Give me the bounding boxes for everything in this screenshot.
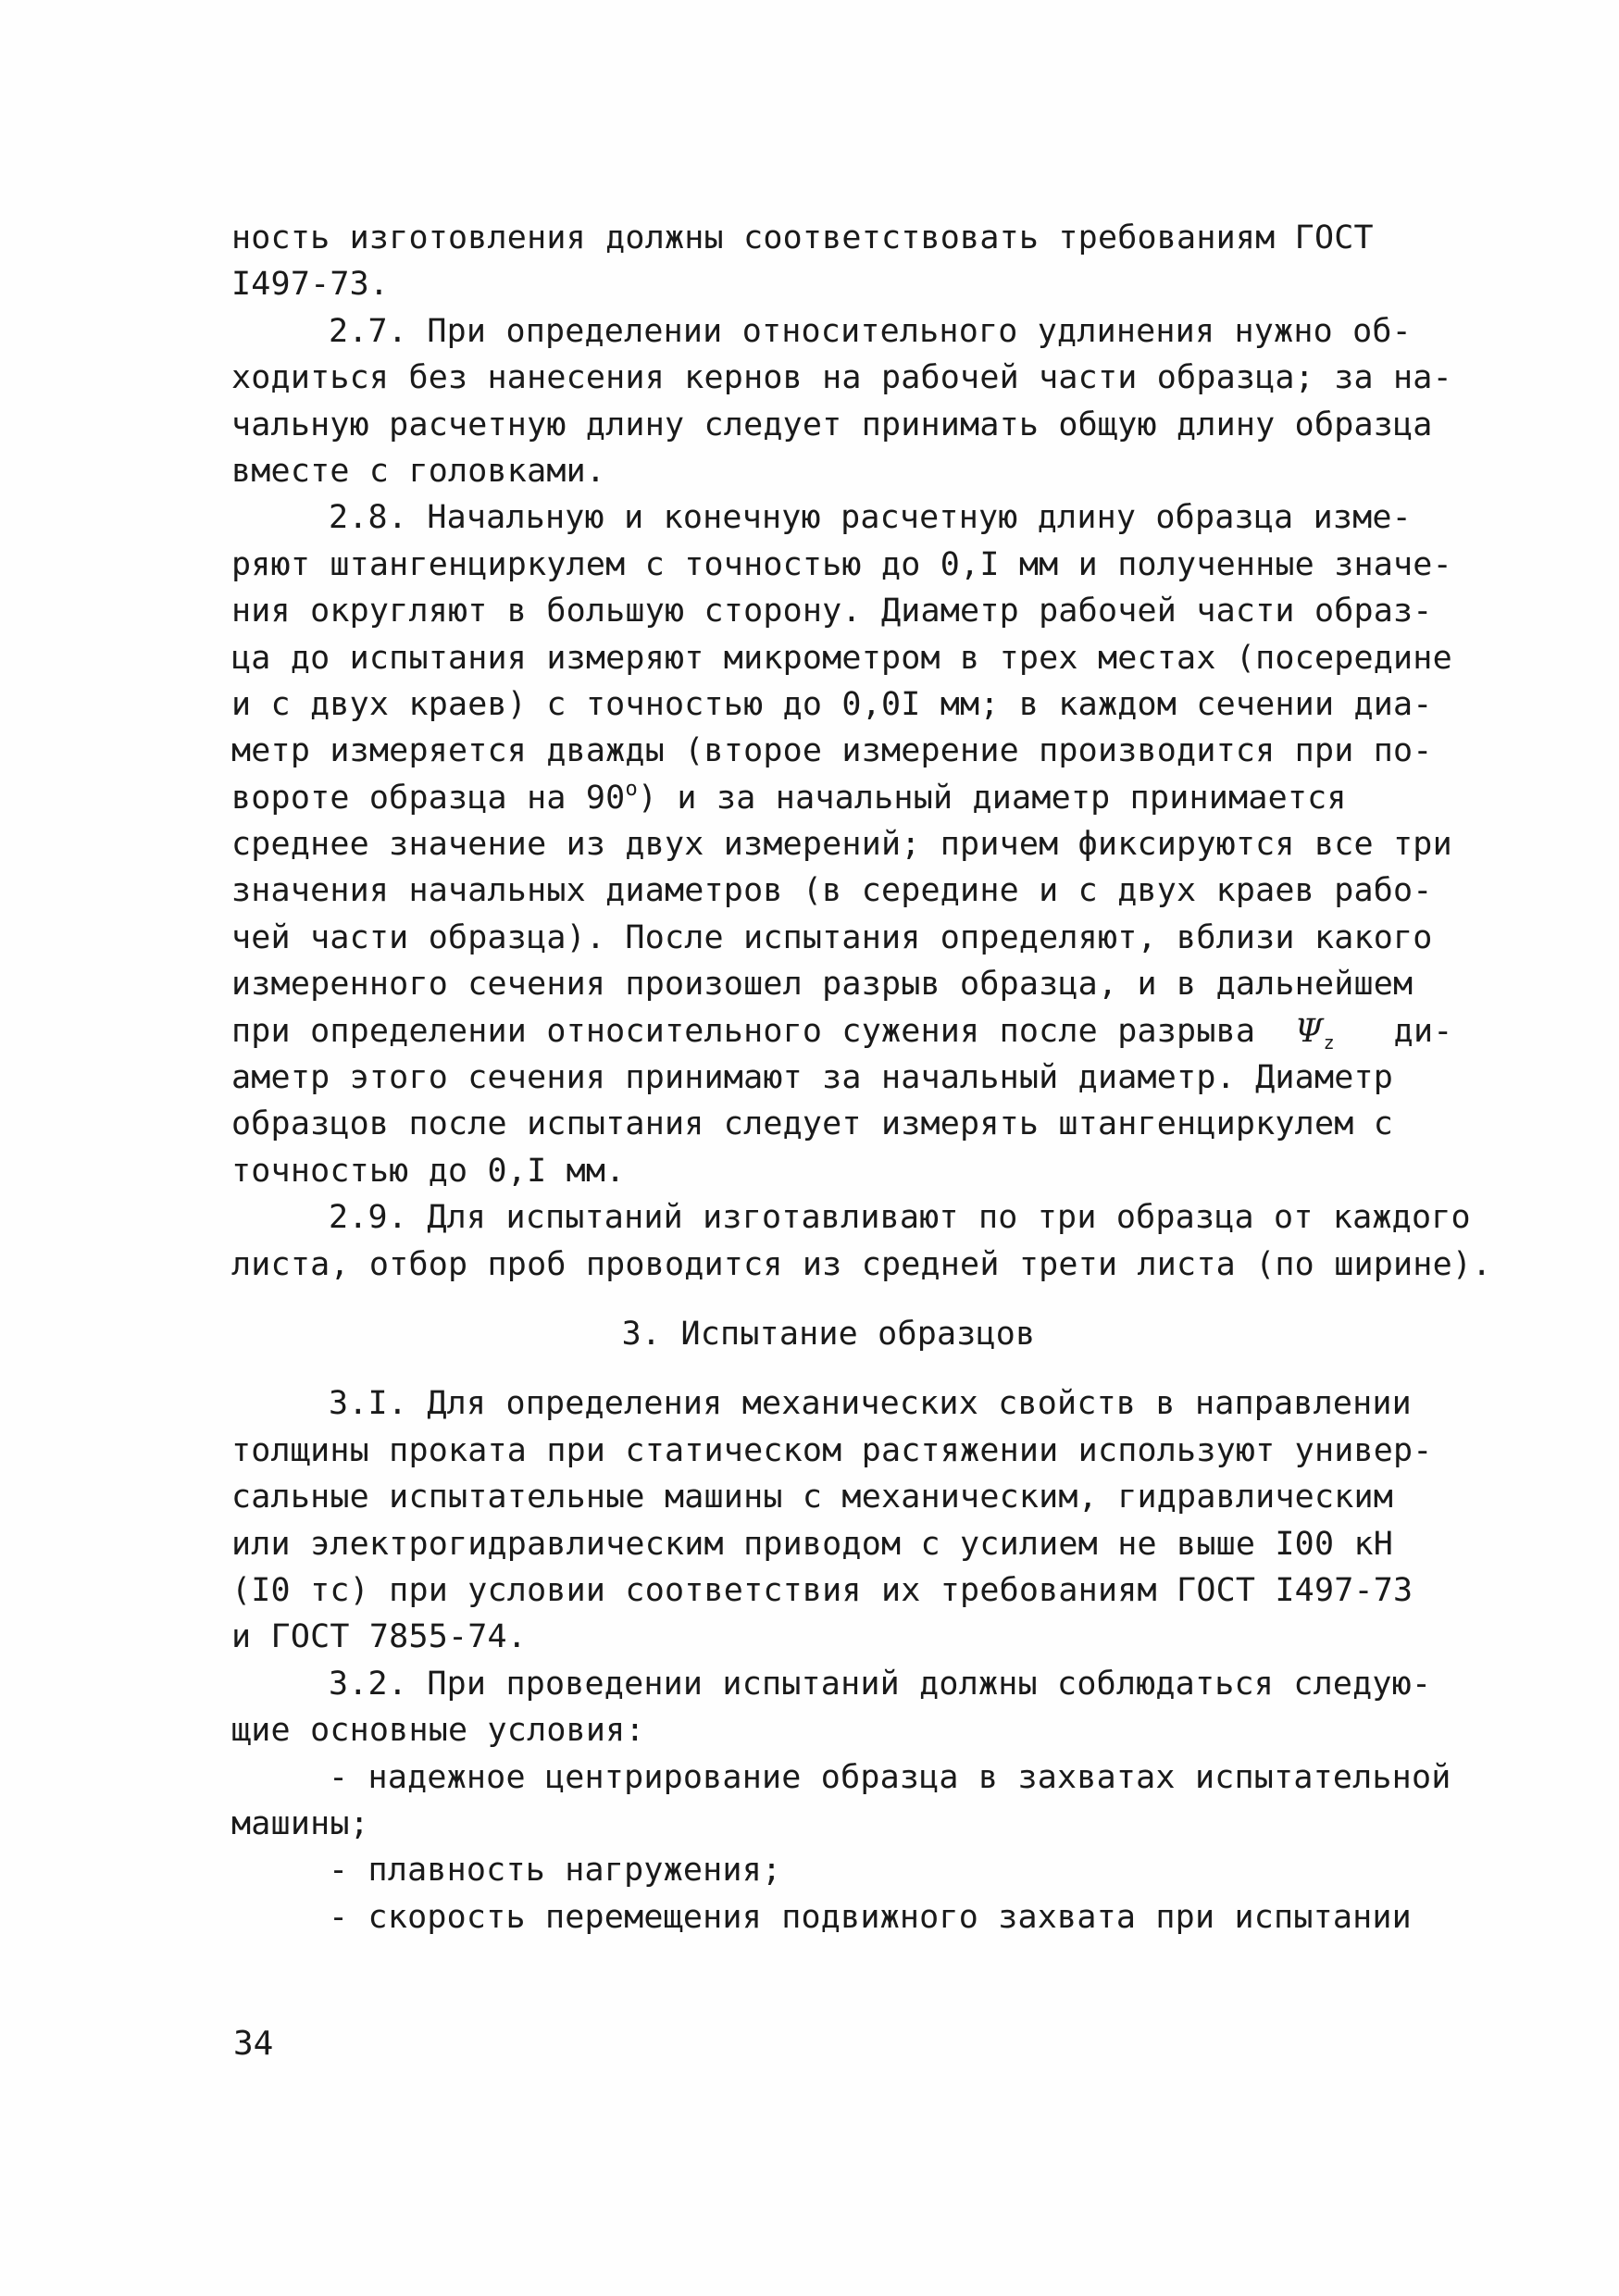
psi-subscript: z	[1323, 1030, 1335, 1054]
text-line: значения начальных диаметров (в середине и с двух краев рабо-	[231, 872, 1433, 910]
paragraph-3-2-start: 3.2. При проведении испытаний должны соблюдаться следую-	[329, 1665, 1432, 1703]
text-fragment: ) и за начальный диаметр принимается	[637, 779, 1347, 817]
section-heading: 3. Испытание образцов	[621, 1315, 1036, 1353]
text-line-with-degree	[231, 775, 1426, 821]
text-line: (I0 тс) при условии соответствия их требованиям ГОСТ I497-73	[231, 1571, 1414, 1609]
text-line: толщины проката при статическом растяжении используют универ-	[231, 1431, 1433, 1469]
text-line-with-symbol	[231, 1008, 1453, 1054]
list-item: - плавность нагружения;	[329, 1852, 782, 1890]
paragraph-2-9-start: 2.9. Для испытаний изготавливают по три образца от каждого	[329, 1199, 1471, 1237]
text-fragment: при определении относительного сужения после разрыва	[231, 1012, 1256, 1050]
text-line: щие основные условия:	[231, 1712, 645, 1750]
text-line: ряют штангенциркулем с точностью до 0,I мм и полученные значе-	[231, 545, 1452, 583]
text-line: I497-73.	[231, 266, 390, 304]
text-line: и с двух краев) с точностью до 0,0I мм; в каждом сечении диа-	[231, 685, 1433, 723]
list-item: - скорость перемещения подвижного захвата при испытании	[329, 1898, 1412, 1936]
text-line: среднее значение из двух измерений; причем фиксируются все три	[231, 826, 1452, 864]
text-line: машины;	[231, 1804, 369, 1842]
text-line: образцов после испытания следует измерять штангенциркулем с	[231, 1105, 1394, 1143]
text-fragment: ди-	[1393, 1012, 1453, 1050]
text-line: аметр этого сечения принимают за начальный диаметр. Диаметр	[231, 1059, 1394, 1097]
text-line: измеренного сечения произошел разрыв образца, и в дальнейшем	[231, 966, 1414, 1004]
list-item: - надежное центрирование образца в захватах испытательной	[329, 1758, 1451, 1796]
page-number: 34	[233, 2025, 274, 2063]
paragraph-3-1-start: 3.I. Для определения механических свойств в направлении	[329, 1385, 1412, 1423]
text-line: чей части образца). После испытания определяют, вблизи какого	[231, 918, 1433, 956]
text-line: точностью до 0,I мм.	[231, 1152, 626, 1190]
text-line: ность изготовления должны соответствовать требованиям ГОСТ	[231, 219, 1374, 256]
text-line: или электрогидравлическим приводом с усилием не выше I00 кН	[231, 1525, 1394, 1563]
psi-symbol: Ψ	[1294, 1012, 1324, 1050]
text-line: ния округляют в большую сторону. Диаметр рабочей части образ-	[231, 593, 1433, 630]
text-line: и ГОСТ 7855-74.	[231, 1618, 528, 1656]
paragraph-2-8-start: 2.8. Начальную и конечную расчетную длину образца изме-	[329, 499, 1412, 537]
text-line: чальную расчетную длину следует принимать общую длину образца	[231, 406, 1433, 443]
text-line: вместе с головками.	[231, 452, 606, 490]
paragraph-2-7-start: 2.7. При определении относительного удлинения нужно об-	[329, 312, 1412, 350]
text-line: листа, отбор проб проводится из средней трети листа (по ширине).	[231, 1245, 1492, 1283]
degree-mark: о	[625, 777, 638, 801]
text-line: ца до испытания измеряют микрометром в трех местах (посередине	[231, 639, 1452, 677]
text-line: сальные испытательные машины с механическим, гидравлическим	[231, 1479, 1394, 1516]
text-line: метр измеряется дважды (второе измерение производится при по-	[231, 732, 1433, 770]
text-fragment: вороте образца на 90	[231, 779, 626, 817]
body-text	[231, 215, 1492, 1940]
text-line: ходиться без нанесения кернов на рабочей части образца; за на-	[231, 359, 1452, 397]
